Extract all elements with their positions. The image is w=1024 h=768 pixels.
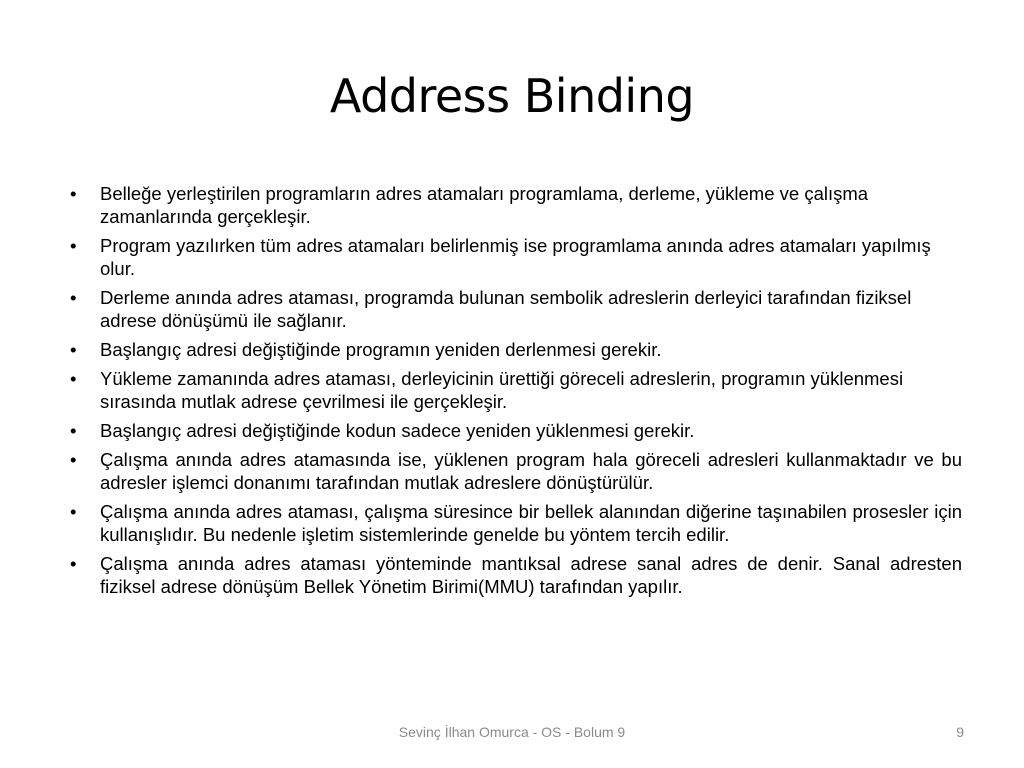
bullet-item <box>70 500 962 546</box>
bullet-item <box>70 419 962 442</box>
bullet-text: Program yazılırken tüm adres atamaları belirlenmiş ise programlama anında adres atamaları yapılmış olur. <box>100 235 931 279</box>
bullet-item <box>70 367 962 413</box>
bullet-text: Belleğe yerleştirilen programların adres atamaları programlama, derleme, yükleme ve çalışma zamanlarında gerçekleşir. <box>100 183 869 227</box>
bullet-item <box>70 552 962 598</box>
bullet-icon: • <box>70 449 77 470</box>
bullet-item <box>70 338 962 361</box>
slide-title: Address Binding <box>329 69 695 123</box>
bullet-item <box>70 182 962 228</box>
bullet-icon: • <box>70 235 77 256</box>
bullet-text: Başlangıç adresi değiştiğinde programın yeniden derlenmesi gerekir. <box>100 339 662 360</box>
footer-page-number: 9 <box>956 724 964 740</box>
bullet-text: Derleme anında adres ataması, programda bulunan sembolik adreslerin derleyici tarafından fiziksel adrese dönüşümü ile sağlanır. <box>100 287 912 331</box>
bullet-icon: • <box>70 368 77 389</box>
bullet-icon: • <box>70 553 77 574</box>
bullet-text: Çalışma anında adres ataması, çalışma süresince bir bellek alanından diğerine taşınabilen prosesler için kullanışlıdır. Bu nedenle işletim sistemlerinde genelde bu yöntem tercih edilir. <box>100 501 962 545</box>
bullet-item <box>70 234 962 280</box>
bullet-item <box>70 286 962 332</box>
bullet-text: Başlangıç adresi değiştiğinde kodun sadece yeniden yüklenmesi gerekir. <box>100 420 695 441</box>
bullet-text: Çalışma anında adres ataması yönteminde mantıksal adrese sanal adres de denir. Sanal adresten fiziksel adrese dönüşüm Bellek Yönetim Birimi(MMU) tarafından yapılır. <box>100 553 962 597</box>
bullet-item <box>70 448 962 494</box>
bullet-icon: • <box>70 501 77 522</box>
bullet-text: Çalışma anında adres atamasında ise, yüklenen program hala göreceli adresleri kullanmaktadır ve bu adresler işlemci donanımı tarafından mutlak adreslere dönüştürülür. <box>100 449 962 493</box>
bullet-icon: • <box>70 339 77 360</box>
bullet-list <box>70 182 962 604</box>
bullet-icon: • <box>70 183 77 204</box>
bullet-icon: • <box>70 287 77 308</box>
footer-author: Sevinç İlhan Omurca - OS - Bolum 9 <box>398 724 626 740</box>
bullet-icon: • <box>70 420 77 441</box>
bullet-text: Yükleme zamanında adres ataması, derleyicinin ürettiği göreceli adreslerin, programın yüklenmesi sırasında mutlak adrese çevrilmesi ile gerçekleşir. <box>100 368 904 412</box>
